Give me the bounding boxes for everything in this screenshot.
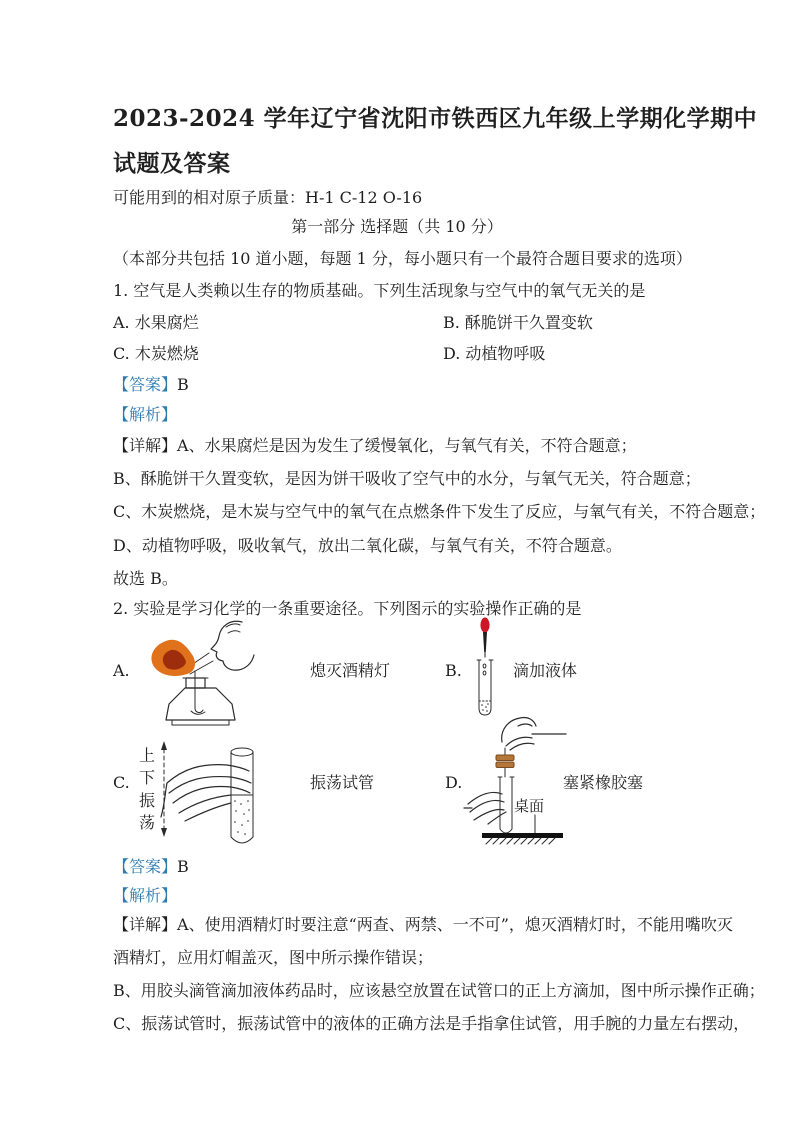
q1-option-c: C. 木炭燃烧 <box>113 344 199 363</box>
dropper-tip <box>485 652 486 658</box>
q2-option-d-label: D. <box>445 773 463 792</box>
q2-option-c-caption: 振荡试管 <box>310 773 375 792</box>
shake-char-2: 下 <box>138 768 156 787</box>
dropper-tube <box>483 632 487 652</box>
eyebrow-line <box>226 624 240 627</box>
table-surface <box>482 833 563 838</box>
document-title-line2: 试题及答案 <box>113 150 231 177</box>
q2-detail-line-b: B、用胶头滴管滴加液体药品时，应该悬空放置在试管口的正上方滴加，图中所示操作正确； <box>113 981 765 1000</box>
detail-label: 【详解】 <box>113 915 178 934</box>
tube-liquid-dots <box>234 800 250 835</box>
table-hatching <box>486 838 555 844</box>
lamp-base <box>172 720 229 725</box>
q2-detail-line-a1 <box>113 908 733 941</box>
q2-option-a-caption: 熄灭酒精灯 <box>310 661 391 680</box>
shake-char-1: 上 <box>138 746 156 765</box>
table-surface-label: 桌面 <box>514 797 545 815</box>
q2-option-d-caption: 塞紧橡胶塞 <box>563 773 644 792</box>
document-title-line1: 2023-2024 学年辽宁省沈阳市铁西区九年级上学期化学期中 <box>113 105 758 132</box>
lamp-body <box>166 688 235 720</box>
answer-value: B <box>177 375 189 394</box>
q1-detail-line-c: C、木炭燃烧，是木炭与空气中的氧气在点燃条件下发生了反应，与氧气有关，不符合题意； <box>113 502 766 521</box>
q2-option-c-label: C. <box>113 773 130 792</box>
shake-test-tube-figure <box>131 737 266 857</box>
q1-detail-line-d: D、动植物呼吸，吸收氧气，放出二氧化碳，与氧气有关，不符合题意。 <box>113 536 622 555</box>
dropper-bulb <box>480 618 489 633</box>
section-note: （本部分共包括 10 道小题，每题 1 分，每小题只有一个最符合题目要求的选项） <box>113 249 692 268</box>
rubber-stopper-bottom <box>496 762 514 768</box>
detail-text: A、水果腐烂是因为发生了缓慢氧化，与氧气有关，不符合题意； <box>177 436 637 455</box>
q2-option-a-label: A. <box>113 661 130 680</box>
q2-option-b-label: B. <box>445 661 462 680</box>
dropper-test-tube-figure <box>473 616 497 718</box>
q1-analysis-line <box>113 398 177 431</box>
q1-option-a: A. 水果腐烂 <box>113 313 199 332</box>
drop-1 <box>483 664 486 668</box>
answer-value: B <box>177 857 189 876</box>
q1-answer-line <box>113 368 189 401</box>
tube-body <box>500 777 512 833</box>
q2-detail-line-a2: 酒精灯，应用灯帽盖灭，图中所示操作错误； <box>113 948 434 967</box>
q1-option-b: B. 酥脆饼干久置变软 <box>443 313 593 332</box>
q2-detail-line-c: C、振荡试管时，振荡试管中的液体的正确方法是手指拿住试管，用手腕的力量左右摆动， <box>113 1014 750 1033</box>
face-profile-outline <box>211 621 254 670</box>
section-heading: 第一部分 选择题（共 10 分） <box>291 217 503 236</box>
q2-option-b-caption: 滴加液体 <box>513 661 578 680</box>
atomic-mass-note: 可能用到的相对原子质量：H-1 C-12 O-16 <box>113 188 423 207</box>
liquid-dots <box>481 703 489 712</box>
drop-2 <box>483 671 486 675</box>
gripping-hand <box>161 765 251 821</box>
q1-detail-line-a <box>113 429 637 462</box>
analysis-label: 【解析】 <box>113 405 178 424</box>
eye-line <box>228 631 240 633</box>
q1-conclusion-line: 故选 B。 <box>113 569 178 588</box>
shake-char-3: 振 <box>138 791 156 810</box>
rubber-stopper-top <box>496 755 514 761</box>
q1-detail-line-b: B、酥脆饼干久置变软，是因为饼干吸收了空气中的水分，与氧气无关，符合题意； <box>113 469 701 488</box>
shake-char-4: 荡 <box>138 813 156 832</box>
alcohol-lamp-blowing-figure <box>145 616 270 736</box>
q1-stem: 1. 空气是人类赖以生存的物质基础。下列生活现象与空气中的氧气无关的是 <box>113 281 646 300</box>
answer-label: 【答案】 <box>113 857 178 876</box>
detail-text: A、使用酒精灯时要注意“两查、两禁、一不可”，熄灭酒精灯时，不能用嘴吹灭 <box>177 915 733 934</box>
upper-hand <box>502 717 566 750</box>
tube-mouth <box>231 748 253 756</box>
arrow-head-down <box>161 828 167 837</box>
q1-option-d: D. 动植物呼吸 <box>443 344 546 363</box>
q2-stem: 2. 实验是学习化学的一条重要途径。下列图示的实验操作正确的是 <box>113 599 582 618</box>
answer-label: 【答案】 <box>113 375 178 394</box>
arrow-head-up <box>161 741 167 750</box>
detail-label: 【详解】 <box>113 436 178 455</box>
analysis-label: 【解析】 <box>113 886 178 905</box>
